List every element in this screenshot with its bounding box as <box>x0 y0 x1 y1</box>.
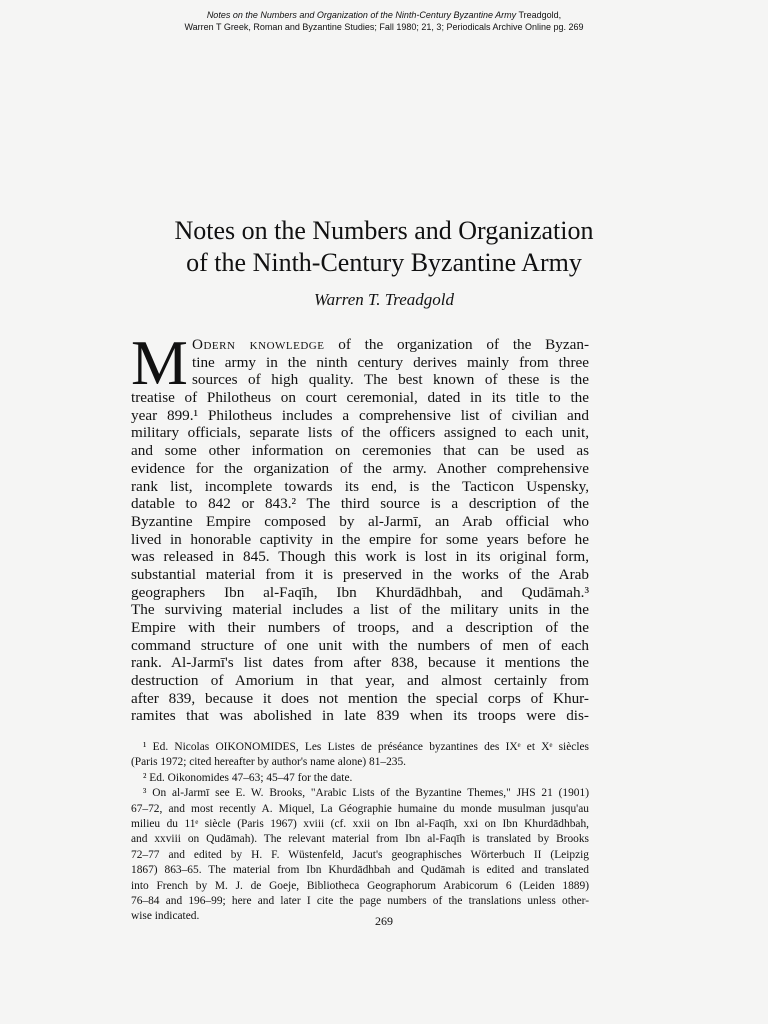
citation-line-1 <box>0 9 768 21</box>
small-caps-lead-in: Odern knowledge <box>192 336 325 353</box>
footnote-line: 76–84 and 196–99; here and later I cite the page numbers of the translations unless other- <box>131 895 589 908</box>
body-line: datable to 842 or 843.² The third source is a description of the <box>131 495 589 513</box>
body-line: treatise of Philotheus on court ceremonial, dated in its title to the <box>131 389 589 407</box>
body-line: evidence for the organization of the army. Another comprehensive <box>131 459 589 477</box>
citation-line-2: Warren T Greek, Roman and Byzantine Studies; Fall 1980; 21, 3; Periodicals Archive Online pg. 269 <box>184 22 584 32</box>
body-line: after 839, because it does not mention the special corps of Khur- <box>131 689 589 707</box>
body-line: sources of high quality. The best known of these is the <box>192 371 589 389</box>
body-line: military officials, separate lists of the officers assigned to each unit, <box>131 424 589 442</box>
body-line: Empire with their numbers of troops, and a description of the <box>131 619 589 636</box>
body-line: year 899.¹ Philotheus includes a comprehensive list of civilian and <box>131 406 589 424</box>
body-line: rank. Al-Jarmī's list dates from after 838, because it mentions the <box>131 654 589 672</box>
footnote-line: 72–77 and edited by H. F. Wüstenfeld, Jacut's geographisches Wörterbuch II (Leipzig <box>131 848 589 861</box>
citation-title: Notes on the Numbers and Organization of the Ninth-Century Byzantine Army <box>206 10 517 20</box>
body-line: The surviving material includes a list of the military units in the <box>131 601 589 619</box>
article-title-line-1: Notes on the Numbers and Organization <box>174 216 594 245</box>
citation-header <box>0 9 768 33</box>
body-line: rank list, incomplete towards its end, is the Tacticon Uspensky, <box>131 477 589 495</box>
footnote-line: (Paris 1972; cited hereafter by author's name alone) 81–235. <box>131 756 407 769</box>
drop-cap: M <box>131 327 188 398</box>
footnote-line: and xxviii on Qudāmah). The relevant material from Ibn al-Faqīh is translated by Brooks <box>131 833 589 846</box>
footnote-line: milieu du 11ᵉ siècle (Paris 1967) xviii (cf. xxii on Ibn al-Faqīh, xxi on Ibn Khurdādhbah, <box>131 818 589 831</box>
body-line: was released in 845. Though this work is lost in its original form, <box>131 548 589 566</box>
body-line: ramites that was abolished in late 839 when its troops were dis- <box>131 707 589 725</box>
body-line: and some other information on ceremonies that can be used as <box>131 442 589 460</box>
citation-author: Treadgold, <box>518 10 562 20</box>
body-line: tine army in the ninth century derives mainly from three <box>192 353 589 371</box>
body-line: Byzantine Empire composed by al-Jarmī, an Arab official who <box>131 512 589 530</box>
body-line: command structure of one unit with the numbers of men of each <box>131 636 589 654</box>
body-line: Odern knowledge of the organization of the Byzan- <box>192 336 590 353</box>
footnote-line: ² Ed. Oikonomides 47–63; 45–47 for the date. <box>143 771 353 784</box>
body-line: lived in honorable captivity in the empire for some years before he <box>131 530 589 548</box>
footnote-line: 67–72, and most recently A. Miquel, La Géographie humaine du monde musulman jusqu'au <box>131 802 589 815</box>
footnote-line: ¹ Ed. Nicolas OIKONOMIDES, Les Listes de préséance byzantines des IXᵉ et Xᵉ siècles <box>143 741 589 753</box>
article-title <box>100 215 668 279</box>
footnote-line: 1867) 863–65. The material from Ibn Khurdādhbah and Qudāmah is edited and translated <box>131 864 589 877</box>
footnote-line: ³ On al-Jarmī see E. W. Brooks, "Arabic Lists of the Byzantine Themes," JHS 21 (1901) <box>143 787 589 800</box>
article-author: Warren T. Treadgold <box>314 290 454 309</box>
body-line: substantial material from it is preserved in the works of the Arab <box>131 565 589 583</box>
footnote-line: wise indicated. <box>131 910 200 923</box>
page-number: 269 <box>375 914 393 928</box>
footnote-line: into French by M. J. de Goeje, Bibliotheca Geographorum Arabicorum 6 (Leiden 1889) <box>131 879 589 892</box>
article-title-line-2: of the Ninth-Century Byzantine Army <box>186 248 582 277</box>
footnotes <box>131 740 589 925</box>
body-line: destruction of Amorium in that year, and almost certainly from <box>131 672 589 690</box>
body-text <box>131 327 590 725</box>
body-line: geographers Ibn al-Faqīh, Ibn Khurdādhbah, and Qudāmah.³ <box>131 583 589 601</box>
